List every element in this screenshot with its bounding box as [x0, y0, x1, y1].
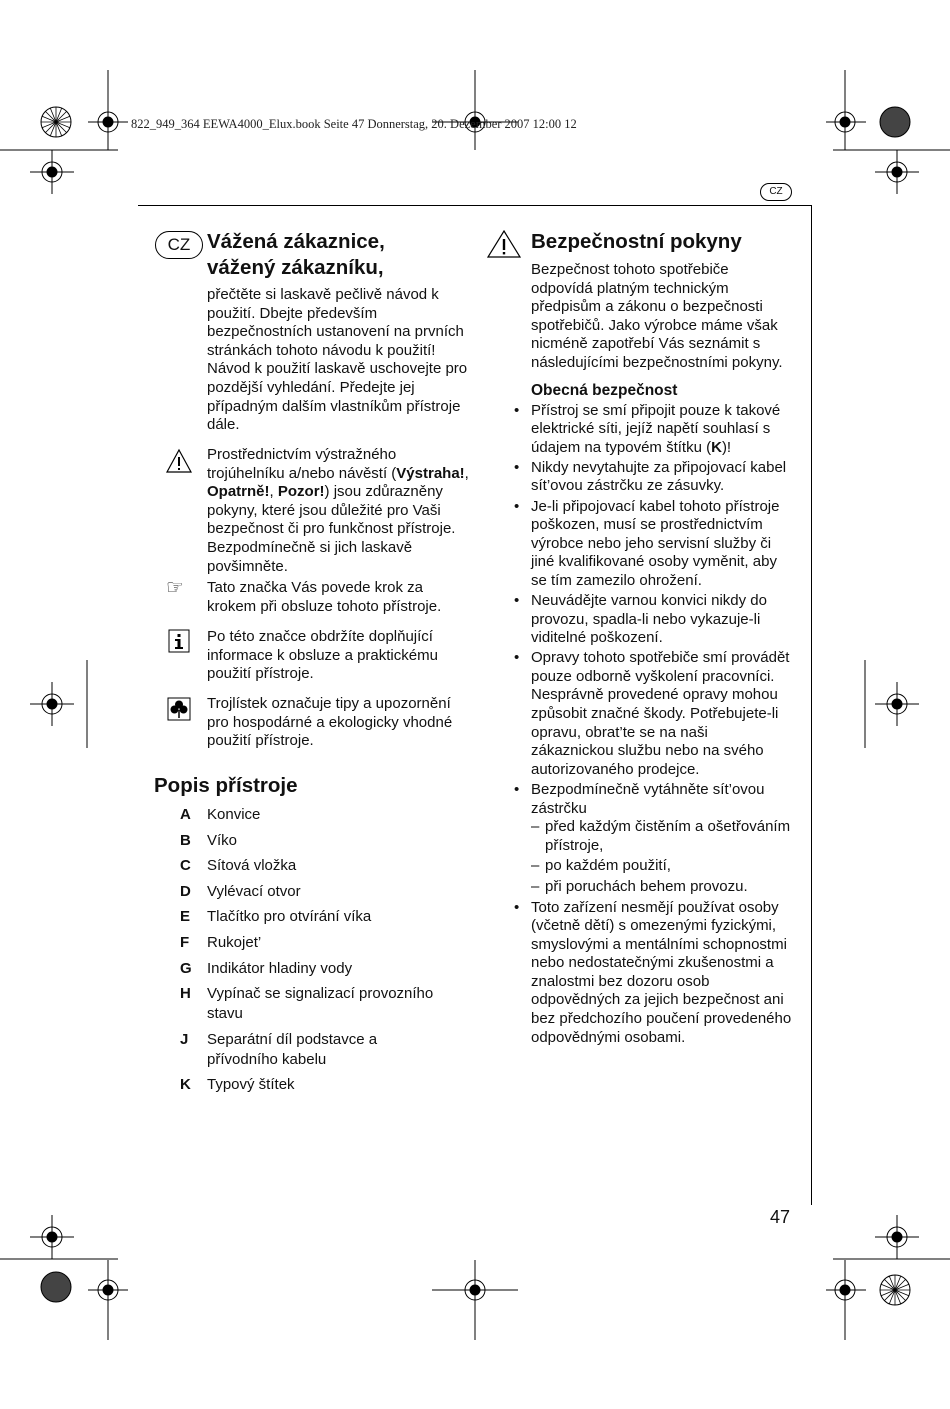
list-item — [531, 781, 793, 897]
list-item: • Neuvádějte varnou konvici nikdy do provozu, spadla-li nebo vykazuje-li viditelné poškození. — [531, 592, 793, 648]
notice-info: Po této značce obdržíte doplňující informace k obsluze a praktickému použití přístroje. — [207, 628, 438, 683]
safety-heading: Bezpečnostní pokyny — [531, 230, 742, 253]
part-key: E — [180, 908, 191, 926]
greeting-line: vážený zákazníku, — [207, 256, 384, 279]
column-rule — [811, 205, 812, 1205]
bullet-text: Přístroj se smí připojit pouze k takové elektrické síti, jejíž napětí souhlasí s údajem na typovém štítku ( — [531, 401, 781, 456]
parts-list-item — [180, 1075, 470, 1095]
greeting-heading — [207, 229, 477, 281]
part-key: G — [180, 959, 192, 977]
list-item: • Toto zařízení nesmějí používat osoby (včetně dětí) s omezenými fyzickými, smyslovými a mentálními schopnostmi nebo nedostatečnými zkušenostmi a znalostmi bez dozoru osob odpovědných za jejich bezpečnost ani bez předchozího poučení provedeného odpovědnými osobami. — [531, 899, 793, 1048]
part-key: F — [180, 933, 190, 951]
part-key: J — [180, 1030, 189, 1048]
part-key: C — [180, 857, 191, 875]
safety-intro: Bezpečnost tohoto spotřebiče odpovídá platným technickým předpisům a zákonu o bezpečnosti spotřebičů. Jako výrobce máme však nicméně zapotřebí Vás seznámit s následujícími bezpečnostními pokyny. — [531, 261, 783, 371]
clover-leaf-icon — [166, 696, 192, 722]
parts-list-item — [180, 805, 470, 825]
notice-text: , — [464, 464, 469, 482]
sublist-item: – při poruchách behem provozu. — [545, 878, 793, 897]
bullet-text: )! — [721, 438, 732, 456]
parts-list-item — [180, 984, 460, 1024]
safety-bullet-list — [531, 402, 793, 1048]
notice-eco: Trojlístek označuje tipy a upozornění pro hospodárné a ekologicky vhodné použití přístroje. — [207, 695, 453, 750]
page-number: 47 — [770, 1207, 791, 1227]
part-label: Tlačítko pro otvírání víka — [207, 908, 372, 926]
notice-warning — [207, 446, 469, 576]
parts-list — [180, 805, 470, 1101]
list-item: • Nikdy nevytahujte za připojovací kabel sít’ovou zástrčku ze zásuvky. — [531, 459, 793, 496]
parts-list-item — [180, 959, 470, 979]
warning-triangle-icon — [166, 448, 192, 474]
general-safety-subheading: Obecná bezpečnost — [531, 381, 678, 399]
greeting-line: Vážená zákaznice, — [207, 230, 385, 253]
part-label: Indikátor hladiny vody — [207, 959, 353, 977]
notice-text: , — [269, 483, 278, 501]
notice-hand: Tato značka Vás povede krok za krokem při obsluze tohoto přístroje. — [207, 579, 442, 615]
list-item — [531, 402, 793, 458]
sublist-item: – po každém použití, — [545, 857, 793, 876]
section-heading-description: Popis přístroje — [154, 774, 298, 797]
dash-sublist — [545, 818, 793, 896]
part-key: B — [180, 831, 191, 849]
pointing-hand-icon: ☞ — [166, 577, 184, 599]
part-label: Vylévací otvor — [207, 882, 301, 900]
part-key: A — [180, 806, 191, 823]
parts-list-item — [180, 907, 470, 927]
list-item: • Je-li připojovací kabel tohoto přístroje poškozen, musí se prostřednictvím výrobce nebo jeho servisní služby či jiné kvalifikované osoby vyměnit, aby se tím zamezilo ohrožení. — [531, 498, 793, 591]
part-label: Konvice — [207, 806, 261, 823]
bullet-bold-term: K — [711, 438, 722, 456]
part-key: D — [180, 882, 191, 900]
part-key: K — [180, 1076, 191, 1094]
parts-list-item — [180, 933, 470, 953]
header-rule — [138, 205, 812, 206]
language-badge-top: CZ — [760, 183, 792, 201]
print-slug-line: 822_949_364 EEWA4000_Elux.book Seite 47 Donnerstag, 20. Dezember 2007 12:00 12 — [131, 117, 577, 131]
warning-triangle-icon — [486, 229, 522, 259]
part-label: Víko — [207, 831, 238, 849]
part-label: Separátní díl podstavce a přívodního kabelu — [207, 1030, 378, 1068]
list-item: • Opravy tohoto spotřebiče smí provádět pouze odborně vyškolení pracovníci. Nesprávně provedené opravy mohou způsobit značné škody. Potřebujete-li opravu, obrat’te se na naši zákaznickou službu nebo na svého autorizovaného prodejce. — [531, 649, 793, 779]
intro-paragraph: přečtěte si laskavě pečlivě návod k použití. Dbejte především bezpečnostních ustanovení na prvních stránkách tohoto návodu k použití! Návod k použití laskavě uschovejte pro pozdější vyhledání. Předejte jej případným dalším vlastníkům přístroje dále. — [207, 286, 468, 434]
notice-bold-term: Výstraha! — [396, 464, 465, 482]
part-label: Rukojet’ — [207, 933, 262, 951]
parts-list-item — [180, 1030, 430, 1070]
parts-list-item — [180, 856, 470, 876]
notice-bold-term: Pozor! — [277, 483, 325, 501]
notice-bold-term: Opatrně! — [207, 483, 270, 501]
part-label: Vypínač se signalizací provozního stavu — [207, 985, 434, 1023]
notice-text: Prostřednictvím výstražného trojúhelníku a/nebo návěstí ( — [207, 446, 397, 482]
notice-text: ) jsou zdůrazněny pokyny, které jsou důležité pro Vaši bezpečnost či pro funkčnost přístroje. Bezpodmínečně si jich laskavě povšimněte. — [207, 483, 456, 575]
info-icon — [166, 628, 192, 654]
safety-column — [531, 229, 793, 1049]
sublist-item: – před každým čistěním a ošetřováním přístroje, — [545, 818, 793, 855]
part-label: Typový štítek — [207, 1076, 295, 1094]
part-label: Sítová vložka — [207, 857, 297, 875]
part-key: H — [180, 985, 191, 1003]
parts-list-item — [180, 831, 470, 851]
language-badge: CZ — [155, 231, 203, 259]
bullet-text: Bezpodmínečně vytáhněte sít’ovou zástrčku — [531, 780, 765, 817]
parts-list-item — [180, 882, 470, 902]
